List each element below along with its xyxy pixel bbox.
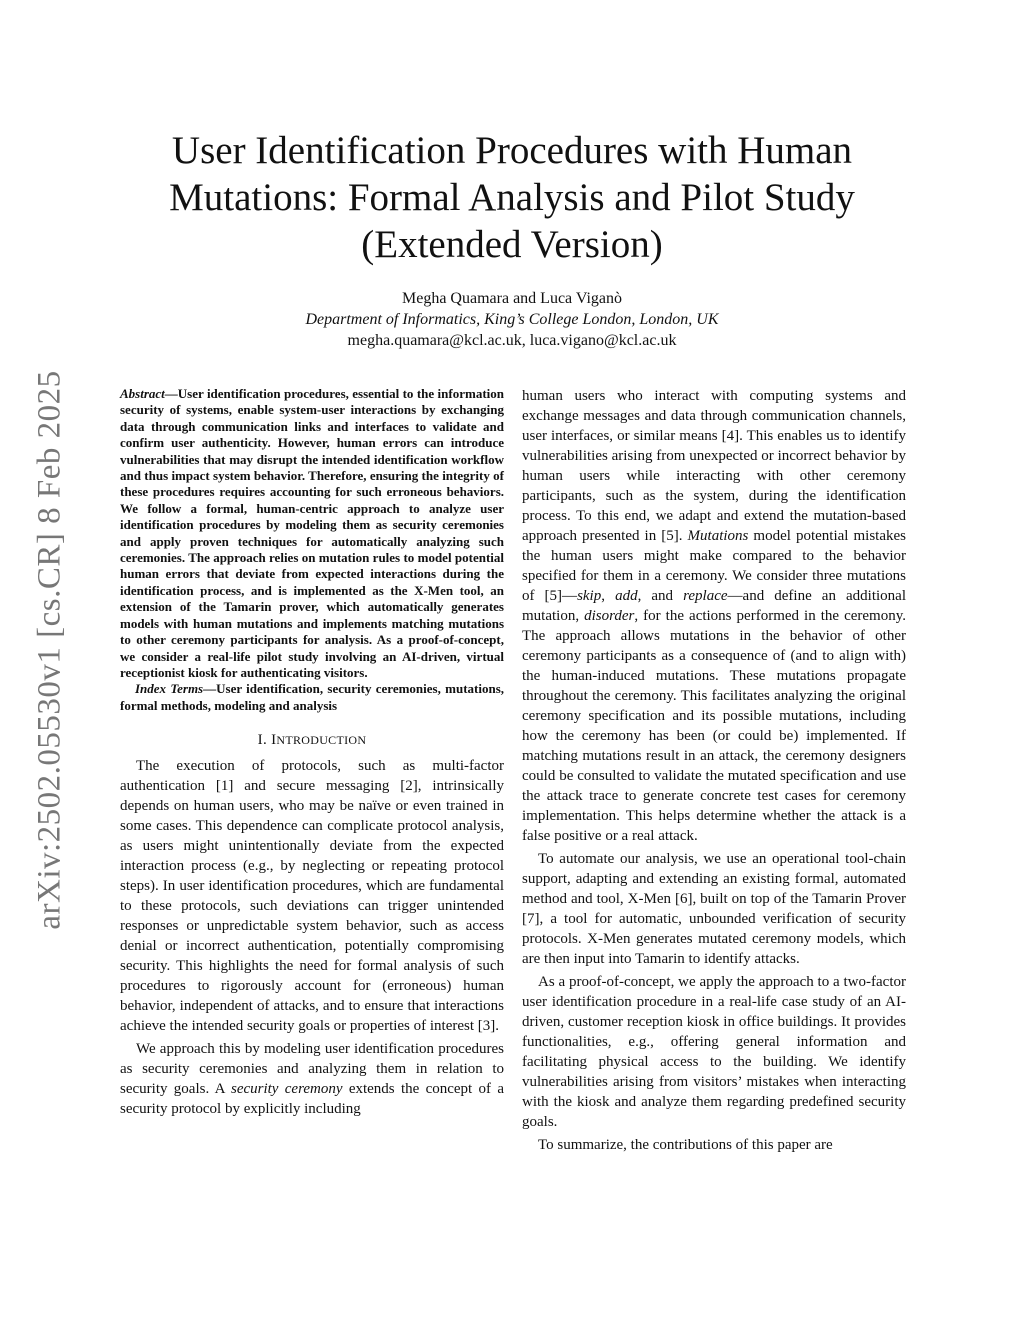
title-line: User Identification Procedures with Human [171,129,853,172]
text-run: , [601,588,616,604]
section-title-initial: I [271,732,277,749]
abstract [120,386,504,681]
text-run: human users who interact with computing systems and exchange messages and data through communication channels, user interfaces, or similar means [4]. This enables us to identify vulnerabilities arising from unexpected or incorrect behavior by human users while interacting with other ceremony participants, such as the system, during the identification process. To this end, we adapt and extend the mutation-based approach presented in [5]. [522,388,906,544]
right-column [522,386,906,1155]
section-title-rest: NTRODUCTION [276,733,367,748]
intro-paragraph: To automate our analysis, we use an operational tool-chain support, adapting and extending an existing formal, automated method and tool, X-Men [6], built on top of the Tamarin Prover [7], a tool for automatic, unbounded verification of security protocols. X-Men generates mutated ceremony models, which are then input into Tamarin to identify attacks. [522,851,906,967]
index-terms-label: Index Terms [135,681,204,697]
index-terms [120,681,504,714]
author-names: Megha Quamara and Luca Viganò [402,290,622,307]
abstract-text: User identification procedures, essential to the information security of systems, enable system-user interactions by exchanging data through communication links and interfaces to validate and confirm user authenticity. However, human errors can introduce vulnerabilities that may disrupt the intended identification workflow and thus impact system behavior. Therefore, ensuring the integrity of these procedures requires accounting for such erroneous behaviors. We follow a formal, human-centric approach to analyze user identification procedures by modeling them as security ceremonies and apply proven techniques for automatically analyzing such ceremonies. The approach relies on mutation rules to model potential human errors that deviate from expected interactions during the identification process, and is implemented as the X-Men tool, an extension of the Tamarin prover, which automatically generates models with human mutations and implements matching mutations to other ceremony participants for analysis. As a proof-of-concept, we consider a real-life pilot study involving an AI-driven, virtual receptionist kiosk for authenticating visitors. [120,386,504,680]
text-run: , and [637,588,684,604]
text-run: model potential mistakes the human users might make compared to the behavior specified for them in a ceremony. We consider three mutations of [5]— [522,528,906,604]
left-column [120,386,504,1119]
author-emails: megha.quamara@kcl.ac.uk, luca.vigano@kcl.ac.uk [347,332,677,349]
intro-paragraph: To summarize, the contributions of this paper are [538,1137,833,1153]
text-run-italic: add [615,588,638,604]
abstract-dash: — [164,386,178,401]
text-run: extends the concept of a security protocol by explicitly including [120,1081,504,1118]
section-heading [120,730,504,750]
text-run-italic: replace [683,588,728,604]
title-line: (Extended Version) [361,223,663,266]
text-run: —and define an additional mutation, [522,588,907,624]
section-number: I. [257,732,268,749]
intro-paragraph: The execution of protocols, such as multi-factor authentication [1] and secure messaging [2], intrinsically depends on human users, who may be naïve or even trained in some cases. This dependence can complicate protocol analysis, as users might unintentionally deviate from the expected interaction process (e.g., by neglecting or repeating protocol steps). In user identification procedures, which are fundamental to these protocols, such deviations can trigger unintended responses or unpredictable system behavior, such as access denial or incorrect authentication, potentially compromising security. This highlights the need for formal analysis of such procedures to rigorously account for (erroneous) human behavior, independent of attacks, and to ensure that interactions achieve the intended security goals or properties of interest [3]. [120,758,504,1035]
abstract-label: Abstract [120,386,165,401]
index-terms-text: User identification, security ceremonies, mutations, formal methods, modeling and analysis [120,681,505,713]
text-run: We approach this by modeling user identification procedures as security ceremonies and analyzing them in relation to security goals. A [120,1041,504,1098]
text-run-italic: security ceremony [230,1081,343,1098]
text-run-italic: Mutations [687,528,749,544]
intro-paragraph [522,386,906,846]
intro-paragraph [120,1039,504,1119]
text-run-italic: disorder [584,608,635,624]
author-block [120,288,904,351]
text-run-italic: skip [577,588,602,604]
index-terms-dash: — [203,681,217,697]
affiliation: Department of Informatics, King’s College London, London, UK [305,311,719,328]
paper-title [120,127,904,268]
text-run: , for the actions performed in the ceremony. The approach allows mutations in the behavior of other ceremony participants as a consequence of (and to align with) the human-induced mutations. These mutations propagate throughout the ceremony. This facilitates analyzing the original ceremony specification and its possible mutations, including how the ceremony has been (or could be) implemented. If matching mutations result in an attack, the ceremony designers could be consulted to validate the mutated specification and use the attack trace to generate concrete test cases for ceremony implementation. This helps determine whether the attack is a false positive or a real attack. [522,608,906,844]
arxiv-identifier: arXiv:2502.05530v1 [cs.CR] 8 Feb 2025 [31,370,68,930]
intro-paragraph: As a proof-of-concept, we apply the approach to a two-factor user identification procedure in a real-life case study of an AI-driven, customer reception kiosk in office buildings. It provides functionalities, e.g., offering general information and facilitating physical access to the building. We identify vulnerabilities arising from visitors’ mistakes when interacting with the kiosk and analyze them regarding predefined security goals. [522,974,906,1130]
title-line: Mutations: Formal Analysis and Pilot Study [169,176,855,219]
